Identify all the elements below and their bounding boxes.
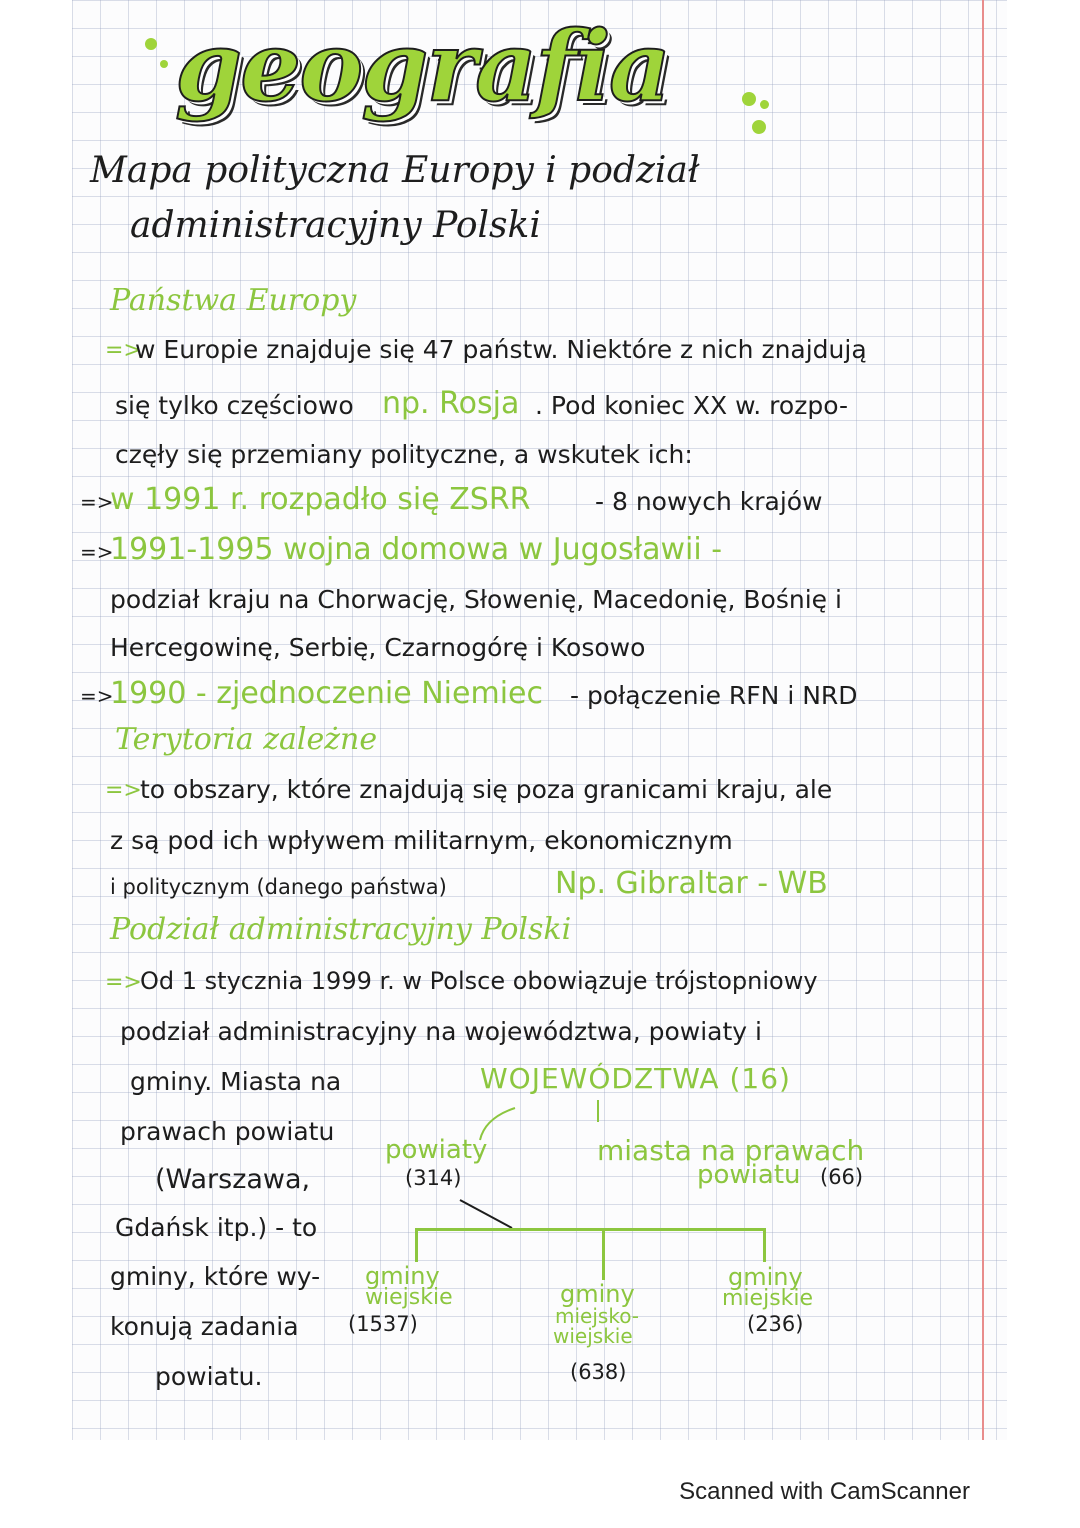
text-line: konują zadania bbox=[110, 1312, 299, 1341]
text-line: w Europie znajduje się 47 państw. Niektóre z nich znajdują bbox=[135, 335, 867, 364]
text-line: podział kraju na Chorwację, Słowenię, Macedonię, Bośnię i bbox=[110, 585, 842, 614]
text-line: Od 1 stycznia 1999 r. w Polsce obowiązuje trójstopniowy bbox=[140, 967, 818, 995]
subtitle-line-1: Mapa polityczna Europy i podział bbox=[90, 150, 700, 191]
decor-dot bbox=[752, 120, 766, 134]
arrow: => bbox=[80, 490, 114, 514]
tree-node-miasta-2: powiatu bbox=[697, 1160, 801, 1190]
decor-dot bbox=[760, 100, 769, 109]
tree-count-gminy-miejskie: (236) bbox=[747, 1312, 804, 1336]
text-line: się tylko częściowo bbox=[115, 391, 354, 420]
text-line: . Pod koniec XX w. rozpo- bbox=[535, 391, 848, 420]
highlight-np-rosja: np. Rosja bbox=[382, 386, 520, 421]
text-line: prawach powiatu bbox=[120, 1117, 335, 1146]
page-title: geografia bbox=[175, 10, 670, 123]
tree-node-gminy-wiejskie: gminy bbox=[365, 1262, 440, 1290]
text-line: Hercegowinę, Serbię, Czarnogórę i Kosowo bbox=[110, 633, 646, 662]
tree-line bbox=[415, 1228, 765, 1231]
text-line: gminy, które wy- bbox=[110, 1262, 321, 1291]
arrow: => bbox=[80, 540, 114, 564]
text-line: to obszary, które znajdują się poza granicami kraju, ale bbox=[140, 775, 833, 804]
section-heading-panstwa: Państwa Europy bbox=[110, 283, 357, 318]
highlight-jugoslawia: 1991-1995 wojna domowa w Jugosławii - bbox=[110, 532, 723, 567]
section-heading-podzial: Podział administracyjny Polski bbox=[110, 912, 572, 947]
tree-node-gminy-miejsko-wiejskie-3: wiejskie bbox=[553, 1324, 633, 1348]
tree-count-gminy-wiejskie: (1537) bbox=[348, 1312, 418, 1336]
highlight-gibraltar: Np. Gibraltar - WB bbox=[555, 866, 828, 901]
decor-dot bbox=[742, 92, 756, 106]
tree-line bbox=[597, 1100, 599, 1122]
tree-line bbox=[602, 1228, 605, 1280]
section-heading-terytoria: Terytoria zależne bbox=[115, 722, 378, 757]
text-line: z są pod ich wpływem militarnym, ekonomicznym bbox=[110, 826, 733, 855]
scanner-watermark: Scanned with CamScanner bbox=[679, 1478, 970, 1505]
text-line: - połączenie RFN i NRD bbox=[570, 681, 858, 710]
tree-count-gminy-miejsko-wiejskie: (638) bbox=[570, 1360, 627, 1384]
tree-count-miasta: (66) bbox=[820, 1165, 864, 1189]
text-line: podział administracyjny na województwa, powiaty i bbox=[120, 1017, 762, 1046]
tree-node-miasta: miasta na prawach bbox=[597, 1134, 865, 1167]
highlight-niemcy: 1990 - zjednoczenie Niemiec bbox=[110, 676, 543, 711]
text-line: częły się przemiany polityczne, a wskutek ich: bbox=[115, 440, 693, 469]
tree-node-powiaty: powiaty bbox=[385, 1135, 488, 1165]
subtitle-line-2: administracyjny Polski bbox=[130, 205, 541, 246]
arrow: => bbox=[105, 970, 142, 995]
text-line: i politycznym (danego państwa) bbox=[110, 875, 447, 899]
text-line: gminy. Miasta na bbox=[130, 1067, 342, 1096]
tree-line bbox=[415, 1228, 418, 1262]
tree-node-gminy-wiejskie-2: wiejskie bbox=[365, 1285, 453, 1310]
decor-dot bbox=[145, 38, 157, 50]
arrow: => bbox=[105, 778, 142, 803]
tree-node-gminy-miejsko-wiejskie-2: miejsko- bbox=[555, 1304, 640, 1328]
tree-node-gminy-miejskie: gminy bbox=[728, 1263, 803, 1291]
margin-line bbox=[982, 0, 984, 1440]
text-line: - 8 nowych krajów bbox=[595, 487, 823, 516]
arrow: => bbox=[105, 338, 142, 363]
tree-node-gminy-miejsko-wiejskie: gminy bbox=[560, 1280, 635, 1308]
highlight-zsrr: w 1991 r. rozpadło się ZSRR bbox=[110, 482, 531, 517]
decor-dot bbox=[160, 60, 168, 68]
tree-line bbox=[763, 1228, 766, 1262]
text-line: (Warszawa, bbox=[155, 1164, 311, 1195]
text-line: powiatu. bbox=[155, 1362, 263, 1391]
arrow: => bbox=[80, 684, 114, 708]
tree-root-wojewodztwa: WOJEWÓDZTWA (16) bbox=[480, 1062, 791, 1095]
tree-count-powiaty: (314) bbox=[405, 1166, 462, 1190]
text-line: Gdańsk itp.) - to bbox=[115, 1213, 318, 1242]
tree-node-gminy-miejskie-2: miejskie bbox=[722, 1286, 814, 1311]
